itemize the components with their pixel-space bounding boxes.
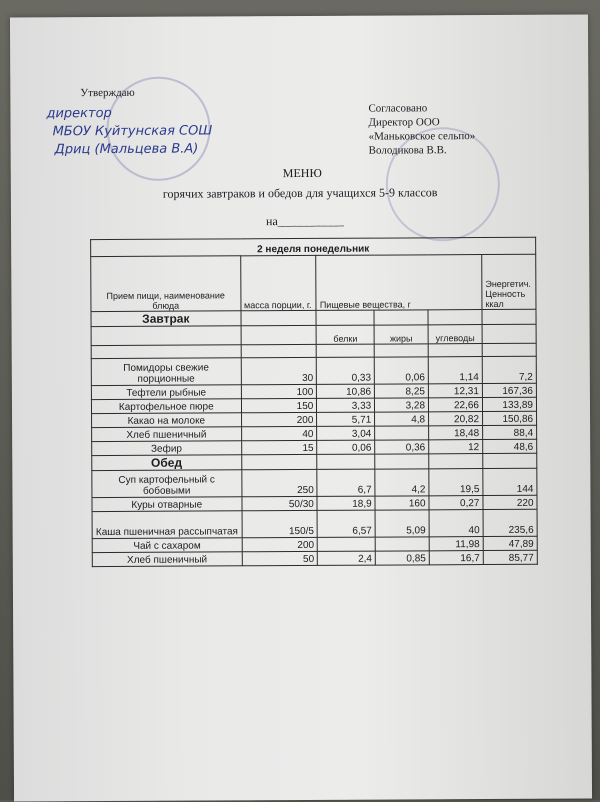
dish-kcal: 235,6 — [483, 509, 537, 536]
dish-kcal: 220 — [483, 495, 537, 509]
dish-protein: 10,86 — [317, 384, 375, 398]
table-row — [92, 550, 537, 566]
dish-mass: 50 — [242, 551, 318, 565]
dish-carbs: 12,31 — [428, 384, 482, 398]
dish-carbs: 12 — [429, 440, 483, 454]
week-label: 2 неделя понедельник — [91, 237, 536, 256]
dish-name: Тефтели рыбные — [91, 385, 241, 400]
agreed-block — [368, 101, 475, 158]
dish-kcal: 150,86 — [483, 411, 537, 425]
table-row — [92, 509, 537, 538]
dish-kcal: 48,6 — [483, 439, 537, 453]
dish-name: Какао на молоке — [92, 413, 242, 428]
column-header-nutrients: Пищевые вещества, г — [316, 255, 482, 311]
dish-kcal: 7,2 — [482, 356, 536, 383]
empty-cell — [241, 454, 317, 469]
dish-carbs: 16,7 — [429, 551, 483, 565]
empty-cell — [483, 453, 537, 468]
dish-fat: 160 — [375, 496, 429, 510]
agreed-line: «Маньковское сельпо» — [368, 130, 476, 143]
signature-line: директор — [46, 105, 112, 122]
dish-carbs: 1,14 — [428, 357, 482, 384]
dish-fat: 0,06 — [374, 357, 428, 384]
agreed-line: Согласовано — [368, 102, 428, 115]
dish-carbs: 18,48 — [429, 426, 483, 440]
table-row — [91, 356, 536, 385]
dish-name: Каша пшеничная рассыпчатая — [92, 511, 242, 539]
breakfast-section-label: Завтрак — [91, 311, 241, 327]
dish-kcal: 85,77 — [483, 550, 537, 564]
dish-name: Хлеб пшеничный — [92, 552, 242, 567]
empty-cell — [241, 325, 317, 344]
dish-mass: 50/30 — [242, 496, 318, 510]
empty-cell — [317, 344, 375, 357]
empty-cell — [429, 454, 483, 469]
dish-name: Зефир — [92, 441, 242, 456]
dish-protein: 5,71 — [317, 412, 375, 426]
dish-fat: 4,8 — [375, 412, 429, 426]
dish-carbs: 11,98 — [429, 537, 483, 551]
dish-kcal: 133,89 — [482, 397, 536, 411]
dish-protein: 2,4 — [318, 551, 376, 565]
signature-line: МБОУ Куйтунская СОШ — [52, 123, 213, 140]
column-header-energy: Энергетич. Ценность ккал — [482, 254, 536, 309]
signature-line: Дриц (Мальцева В.А) — [54, 141, 199, 158]
dish-protein: 6,57 — [317, 510, 375, 537]
agreed-line: Директор ООО — [368, 116, 440, 129]
empty-cell — [428, 344, 482, 357]
dish-name: Хлеб пшеничный — [92, 427, 242, 442]
empty-cell — [374, 344, 428, 357]
empty-cell — [482, 324, 536, 343]
dish-fat: 3,28 — [375, 398, 429, 412]
dish-protein — [318, 537, 376, 551]
dish-kcal: 144 — [483, 468, 537, 495]
dish-name: Куры отварные — [92, 497, 242, 512]
dish-carbs: 0,27 — [429, 496, 483, 510]
dish-mass: 200 — [241, 412, 317, 426]
empty-cell — [428, 310, 482, 325]
document-subtitle: горячих завтраков и обедов для учащихся 5-9 классов — [162, 185, 438, 201]
dish-mass: 40 — [241, 426, 317, 440]
date-line: на___________ — [265, 213, 344, 229]
dish-carbs: 19,5 — [429, 469, 483, 496]
menu-table — [90, 237, 538, 567]
dish-kcal: 167,36 — [482, 383, 536, 397]
document-page — [10, 14, 592, 801]
empty-cell — [91, 326, 241, 346]
column-header-name: Прием пищи, наименование блюда — [91, 256, 241, 312]
dish-name: Помидоры свежие порционные — [91, 358, 241, 386]
dish-protein: 0,33 — [317, 357, 375, 384]
table-row — [92, 468, 537, 497]
dish-protein: 18,9 — [317, 496, 375, 510]
dish-fat: 0,85 — [375, 551, 429, 565]
dish-fat: 8,25 — [375, 384, 429, 398]
dish-fat — [375, 537, 429, 551]
dish-mass: 100 — [241, 384, 317, 398]
handwritten-signature — [46, 104, 276, 175]
empty-cell — [241, 310, 317, 325]
dish-protein: 3,33 — [317, 398, 375, 412]
dish-name: Картофельное пюре — [91, 399, 241, 414]
dish-carbs: 22,66 — [428, 398, 482, 412]
column-header-mass: масса порции, г. — [240, 255, 316, 310]
agreed-line: Володикова В.В. — [368, 144, 447, 157]
empty-cell — [91, 345, 241, 359]
dish-carbs: 40 — [429, 510, 483, 537]
dish-kcal: 47,89 — [483, 536, 537, 550]
empty-cell — [374, 310, 428, 325]
document-title: МЕНЮ — [282, 165, 322, 181]
dish-fat: 4,2 — [375, 469, 429, 496]
dish-name: Суп картофельный с бобовыми — [92, 470, 242, 498]
subheader-carbs: углеводы — [428, 325, 482, 344]
dish-mass: 150/5 — [242, 510, 318, 537]
empty-cell — [241, 344, 317, 357]
dish-mass: 200 — [242, 537, 318, 551]
dish-mass: 150 — [241, 398, 317, 412]
empty-cell — [316, 310, 374, 325]
dish-mass: 30 — [241, 357, 317, 384]
empty-cell — [482, 343, 536, 356]
empty-cell — [317, 454, 375, 469]
dish-mass: 15 — [241, 440, 317, 454]
dish-carbs: 20,82 — [429, 412, 483, 426]
subheader-fat: жиры — [374, 325, 428, 344]
empty-cell — [482, 309, 536, 324]
dish-fat — [375, 426, 429, 440]
subheader-protein: белки — [316, 325, 374, 344]
dish-fat: 0,36 — [375, 440, 429, 454]
empty-cell — [375, 454, 429, 469]
dish-name: Чай с сахаром — [92, 538, 242, 553]
dish-fat: 5,09 — [375, 510, 429, 537]
dish-kcal: 88,4 — [483, 425, 537, 439]
dish-protein: 0,06 — [317, 440, 375, 454]
approved-label: Утверждаю — [80, 86, 135, 100]
dish-protein: 3,04 — [317, 426, 375, 440]
dish-protein: 6,7 — [317, 469, 375, 496]
dish-mass: 250 — [241, 469, 317, 496]
lunch-section-label: Обед — [92, 455, 242, 471]
